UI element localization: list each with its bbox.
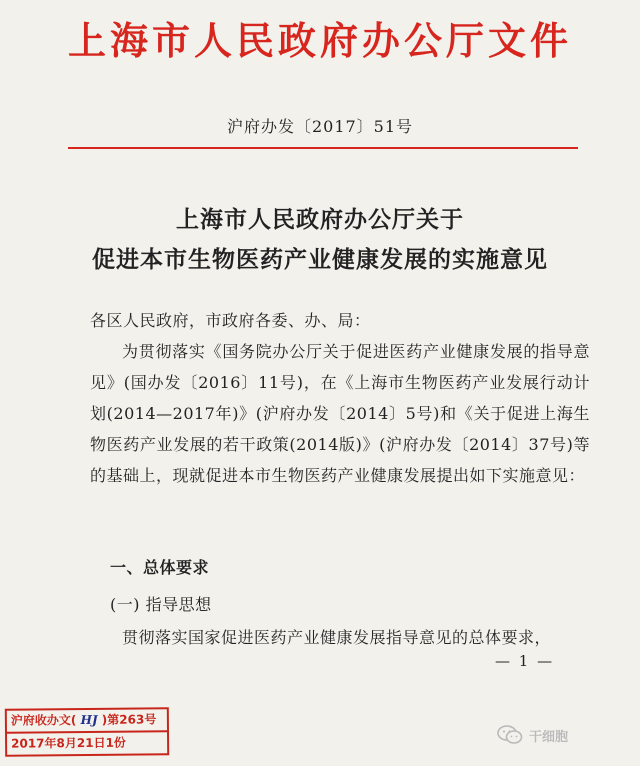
issuer-header-title: 上海市人民政府办公厅文件 — [67, 19, 572, 63]
body-paragraph: 贯彻落实国家促进医药产业健康发展指导意见的总体要求， — [122, 628, 552, 647]
stamp-row-date: 2017年8月21日1份 — [7, 730, 167, 754]
stamp-prefix: 沪府收办文( — [10, 713, 77, 728]
stamp-suffix: )第263号 — [101, 712, 157, 727]
document-number: 沪府办发〔2017〕51号 — [226, 117, 414, 136]
stamp-handwritten-code: HJ — [76, 712, 102, 728]
salutation: 各区人民政府，市政府各委、办、局： — [90, 311, 371, 330]
wechat-watermark — [497, 725, 568, 745]
watermark-label: 干细胞 — [529, 729, 569, 745]
document-title — [0, 200, 640, 280]
red-divider-line — [68, 147, 578, 149]
intro-paragraph: 为贯彻落实《国务院办公厅关于促进医药产业健康发展的指导意见》(国办发〔2016〕11号)，在《上海市生物医药产业发展行动计划(2014—2017年)》(沪府办发〔2014〕5号)和《关于促进上海生物医药产业发展的若干政策(2014版)》(沪府办发〔2014〕37号)等的基础上，现就促进本市生物医药产业健康发展提出如下实施意见： — [90, 342, 590, 485]
receipt-stamp — [5, 707, 169, 756]
stamp-row-receipt — [7, 709, 167, 731]
document-title-line1: 上海市人民政府办公厅关于 — [176, 206, 464, 233]
page-number: — 1 — — [495, 652, 555, 670]
document-title-line2: 促进本市生物医药产业健康发展的实施意见 — [92, 246, 548, 273]
wechat-icon — [497, 725, 523, 745]
subsection-heading: (一) 指导思想 — [110, 595, 212, 614]
section-heading: 一、总体要求 — [110, 558, 210, 577]
